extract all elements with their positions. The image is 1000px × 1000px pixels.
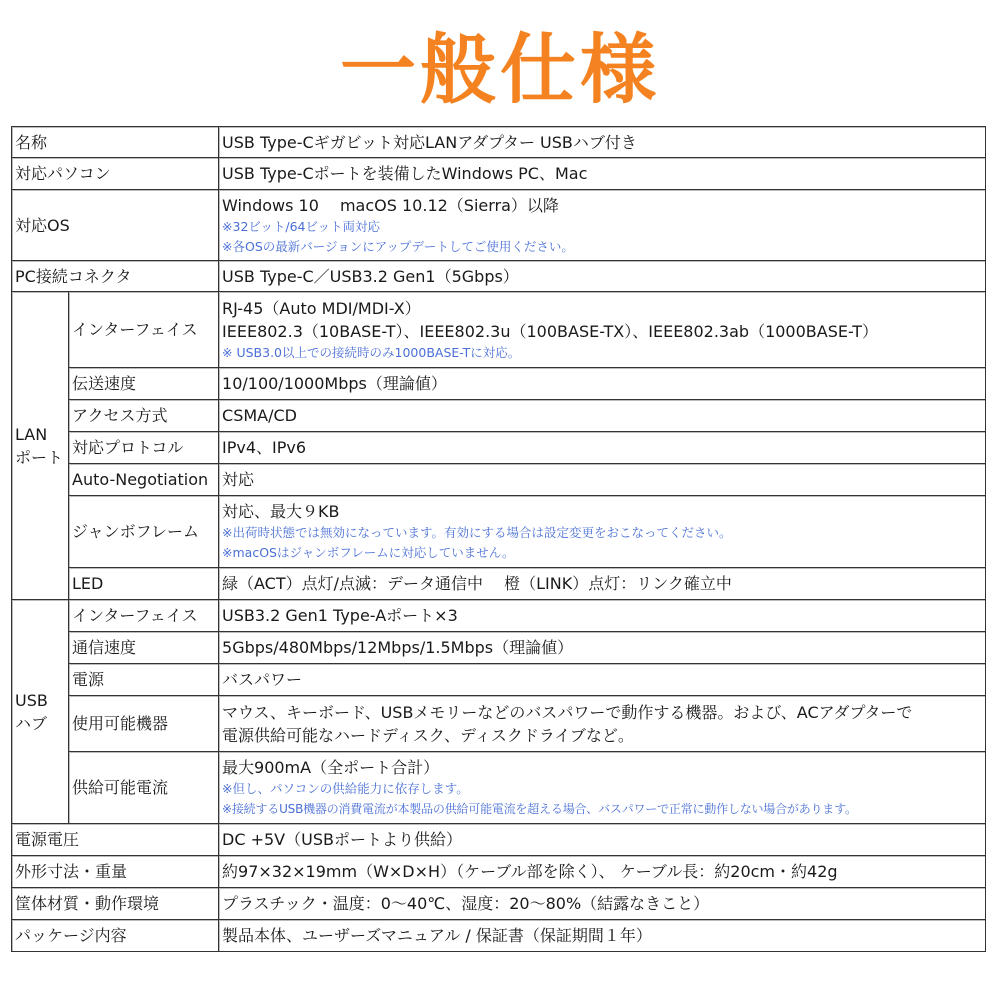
note-text: ※macOSはジャンボフレームに対応していません。	[222, 545, 515, 560]
row-label: 名称	[12, 127, 219, 158]
value-line: Windows 10 macOS 10.12（Sierra）以降	[222, 195, 559, 215]
row-value	[219, 496, 986, 568]
row-label: アクセス方式	[69, 400, 219, 432]
row-label: パッケージ内容	[12, 920, 219, 952]
row-label: インターフェイス	[69, 600, 219, 632]
table-row	[12, 568, 986, 600]
row-value: 対応	[219, 464, 986, 496]
table-row	[12, 496, 986, 568]
row-label: Auto-Negotiation	[69, 464, 219, 496]
row-label: 外形寸法・重量	[12, 856, 219, 888]
table-row	[12, 664, 986, 696]
value-line: RJ-45（Auto MDI/MDI-X）	[222, 298, 421, 318]
row-value: 製品本体、ユーザーズマニュアル / 保証書（保証期間１年）	[219, 920, 986, 952]
row-value: USB3.2 Gen1 Type-Aポート×3	[219, 600, 986, 632]
table-row	[12, 292, 986, 368]
row-label: 電源	[69, 664, 219, 696]
row-value: DC +5V（USBポートより供給）	[219, 824, 986, 856]
row-label: 電源電圧	[12, 824, 219, 856]
row-label: 伝送速度	[69, 368, 219, 400]
table-row	[12, 752, 986, 824]
row-value	[219, 190, 986, 261]
table-row	[12, 127, 986, 158]
row-label: 供給可能電流	[69, 752, 219, 824]
row-label: LED	[69, 568, 219, 600]
row-label: 対応プロトコル	[69, 432, 219, 464]
value-line: 電源供給可能なハードディスク、ディスクドライブなど。	[222, 725, 634, 745]
row-label: ジャンボフレーム	[69, 496, 219, 568]
row-value	[219, 292, 986, 368]
row-value: IPv4、IPv6	[219, 432, 986, 464]
row-value: 10/100/1000Mbps（理論値）	[219, 368, 986, 400]
value-line: IEEE802.3（10BASE-T）、IEEE802.3u（100BASE-TX）、IEEE802.3ab（1000BASE-T）	[222, 321, 879, 341]
group-label-lan: LAN ポート	[12, 292, 69, 600]
row-value: バスパワー	[219, 664, 986, 696]
table-row	[12, 464, 986, 496]
note-text: ※但し、パソコンの供給能力に依存します。	[222, 781, 469, 796]
row-value: プラスチック・温度：0～40℃、湿度：20～80%（結露なきこと）	[219, 888, 986, 920]
table-row	[12, 432, 986, 464]
table-row	[12, 920, 986, 952]
row-value: 5Gbps/480Mbps/12Mbps/1.5Mbps（理論値）	[219, 632, 986, 664]
table-row	[12, 632, 986, 664]
row-label: 通信速度	[69, 632, 219, 664]
table-row	[12, 190, 986, 261]
row-value: 緑（ACT）点灯/点滅：データ通信中 橙（LINK）点灯：リンク確立中	[219, 568, 986, 600]
table-row	[12, 158, 986, 190]
table-row	[12, 368, 986, 400]
spec-table	[11, 126, 986, 952]
row-label: PC接続コネクタ	[12, 261, 219, 292]
group-label-hub: USB ハブ	[12, 600, 69, 824]
note-text: ※32ビット/64ビット両対応	[222, 218, 381, 234]
row-label: インターフェイス	[69, 292, 219, 368]
row-value	[219, 696, 986, 752]
table-row	[12, 600, 986, 632]
value-line: 最大900mA（全ポート合計）	[222, 758, 440, 777]
note-text: ※接続するUSB機器の消費電流が本製品の供給可能電流を超える場合、バスパワーで正常に動作しない場合があります。	[222, 802, 857, 816]
value-line: 対応、最大９KB	[222, 502, 340, 521]
note-text: ※出荷時状態では無効になっています。有効にする場合は設定変更をおこなってください。	[222, 525, 732, 540]
row-label: 筐体材質・動作環境	[12, 888, 219, 920]
row-value: CSMA/CD	[219, 400, 986, 432]
value-line: マウス、キーボード、USBメモリーなどのバスパワーで動作する機器。および、ACアダプターで	[222, 702, 913, 722]
table-row	[12, 856, 986, 888]
row-value: 約97×32×19mm（W×D×H）（ケーブル部を除く）、 ケーブル長：約20cm・約42g	[219, 856, 986, 888]
table-row	[12, 261, 986, 292]
note-text: ※ USB3.0以上での接続時のみ1000BASE-Tに対応。	[222, 344, 521, 360]
table-row	[12, 400, 986, 432]
table-row	[12, 824, 986, 856]
row-value: USB Type-C／USB3.2 Gen1（5Gbps）	[219, 261, 986, 292]
table-row	[12, 696, 986, 752]
page-title: 一般仕様	[340, 25, 660, 114]
row-label: 対応パソコン	[12, 158, 219, 190]
row-label: 対応OS	[12, 190, 219, 261]
table-row	[12, 888, 986, 920]
row-label: 使用可能機器	[69, 696, 219, 752]
note-text: ※各OSの最新バージョンにアップデートしてご使用ください。	[222, 238, 574, 254]
row-value	[219, 752, 986, 824]
row-value: USB Type-Cギガビット対応LANアダプター USBハブ付き	[219, 127, 986, 158]
row-value: USB Type-Cポートを装備したWindows PC、Mac	[219, 158, 986, 190]
